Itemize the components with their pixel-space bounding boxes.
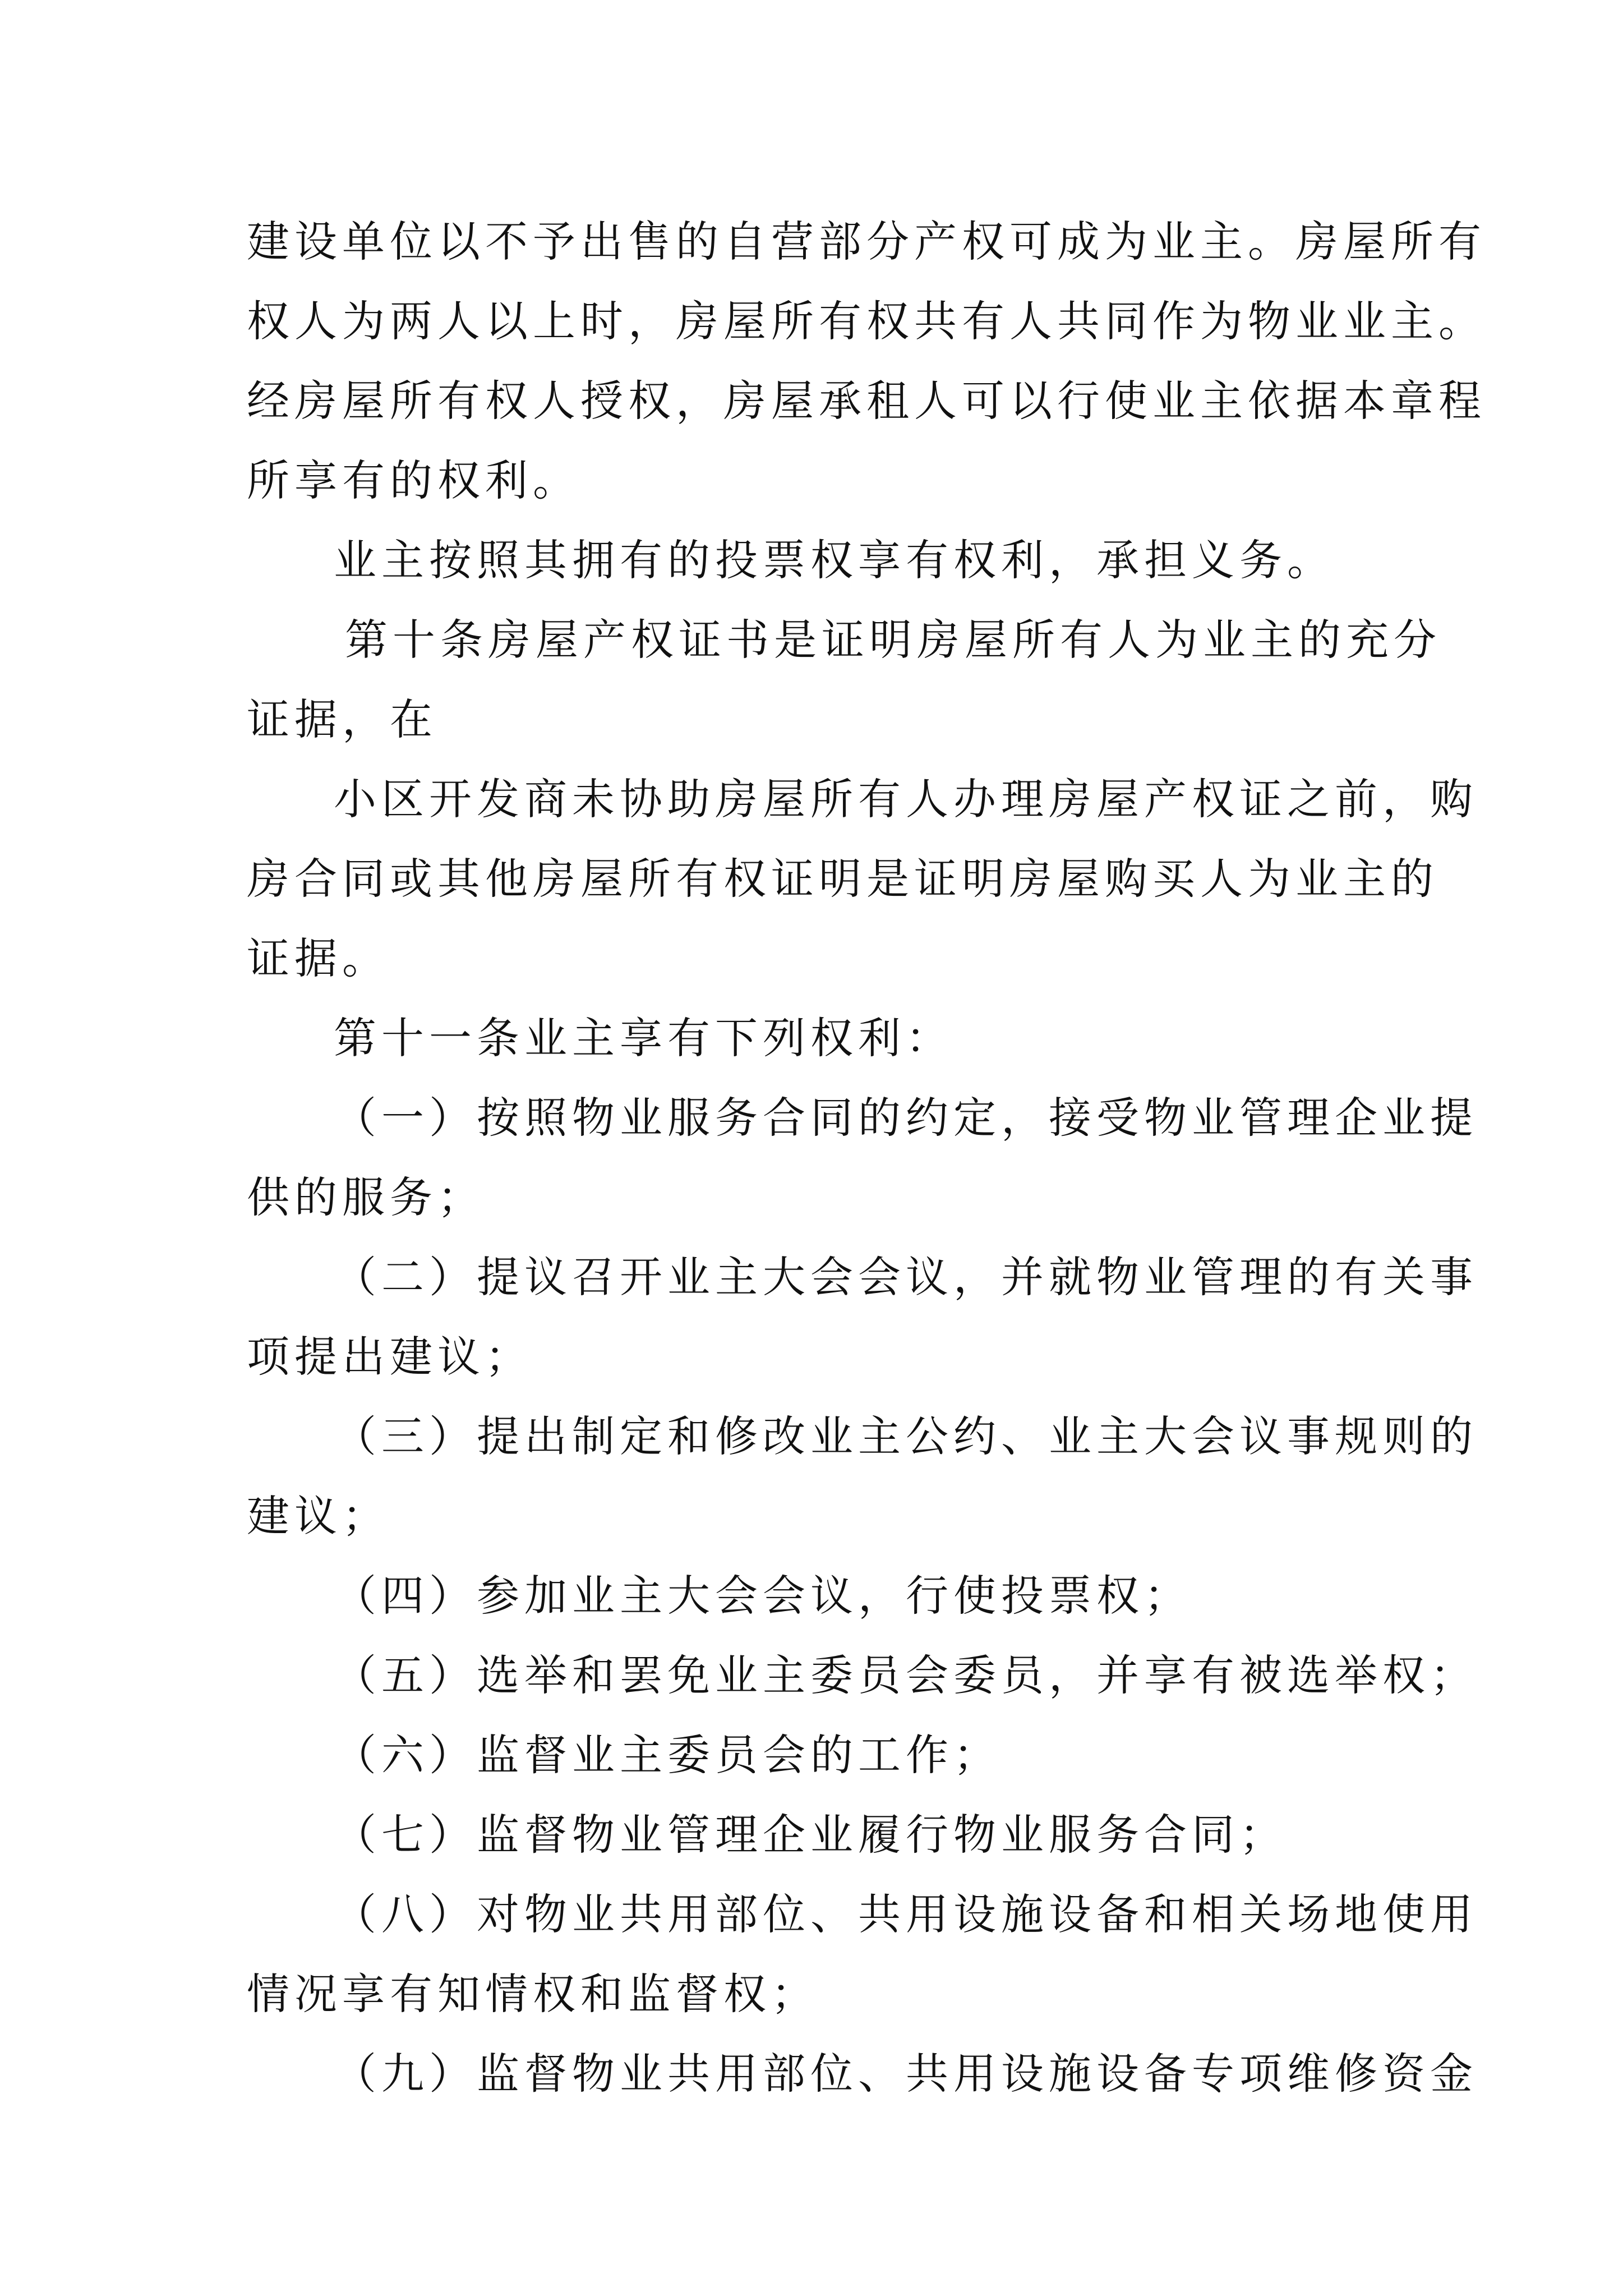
text-line: 经房屋所有权人授权，房屋承租人可以行使业主依据本章程: [247, 376, 1486, 426]
text-line: 所享有的权利。: [247, 455, 580, 505]
text-line: 情况享有知情权和监督权；: [247, 1969, 819, 2019]
list-item: （四）参加业主大会会议，行使投票权；: [334, 1571, 1192, 1621]
article-heading: 第十条房屋产权证书是证明房屋所有人为业主的充分: [345, 615, 1441, 665]
text-line: 建议；: [247, 1491, 390, 1541]
article-heading: 第十一条业主享有下列权利：: [334, 1013, 953, 1063]
text-line: 权人为两人以上时，房屋所有权共有人共同作为物业业主。: [247, 296, 1486, 346]
text-line: 供的服务；: [247, 1172, 485, 1222]
paragraph-start: 小区开发商未协助房屋所有人办理房屋产权证之前，购: [334, 774, 1478, 824]
list-item: （七）监督物业管理企业履行物业服务合同；: [334, 1810, 1287, 1860]
list-item: （六）监督业主委员会的工作；: [334, 1730, 1001, 1780]
text-line: 房合同或其他房屋所有权证明是证明房屋购买人为业主的: [247, 854, 1438, 904]
list-item: （三）提出制定和修改业主公约、业主大会议事规则的: [334, 1411, 1478, 1461]
list-item: （五）选举和罢免业主委员会委员，并享有被选举权；: [334, 1650, 1478, 1700]
list-item: （八）对物业共用部位、共用设施设备和相关场地使用: [334, 1889, 1478, 1939]
paragraph-start: 业主按照其拥有的投票权享有权利，承担义务。: [334, 535, 1335, 585]
text-line: 证据，在: [247, 694, 437, 744]
text-line: 项提出建议；: [247, 1332, 533, 1382]
document-body: [247, 202, 1486, 2114]
list-item: （二）提议召开业主大会会议，并就物业管理的有关事: [334, 1252, 1478, 1302]
list-item: （一）按照物业服务合同的约定，接受物业管理企业提: [334, 1093, 1478, 1143]
text-line: 建设单位以不予出售的自营部分产权可成为业主。房屋所有: [247, 217, 1486, 266]
list-item: （九）监督物业共用部位、共用设施设备专项维修资金: [334, 2049, 1478, 2099]
text-line: 证据。: [247, 933, 390, 983]
